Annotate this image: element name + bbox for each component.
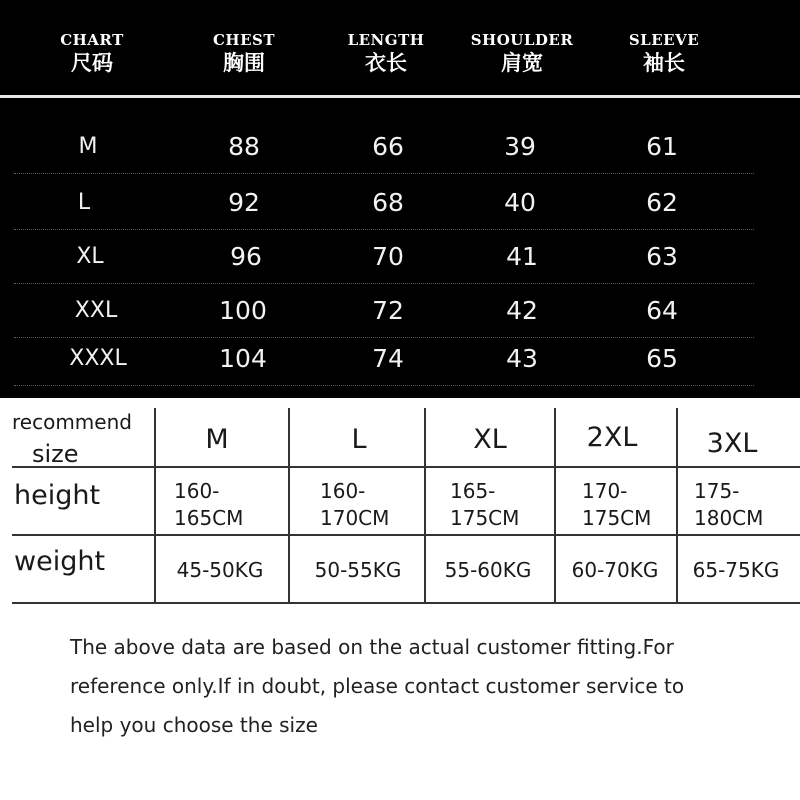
height-3xl <box>694 478 763 532</box>
cell-size: L <box>77 190 91 215</box>
recommend-size-m: M <box>205 424 229 455</box>
weight-xl: 55-60KG <box>444 558 532 582</box>
cell-shoulder: 39 <box>504 132 536 161</box>
cell-size: M <box>78 134 98 159</box>
cell-shoulder: 41 <box>506 242 538 271</box>
cell-length: 74 <box>372 344 404 373</box>
header-sleeve-cn: 袖长 <box>643 51 685 75</box>
header-shoulder <box>452 30 592 76</box>
size-chart-header <box>0 30 800 90</box>
cell-chest: 100 <box>219 296 267 325</box>
cell-sleeve: 64 <box>646 296 678 325</box>
header-chart-cn: 尺码 <box>71 51 113 75</box>
height-m-from: 160- <box>174 479 220 503</box>
cell-shoulder: 40 <box>504 188 536 217</box>
row-divider <box>14 385 754 386</box>
weight-l: 50-55KG <box>314 558 402 582</box>
recommend-row-divider <box>12 534 800 536</box>
cell-chest: 96 <box>230 242 262 271</box>
cell-length: 70 <box>372 242 404 271</box>
header-chart-en: CHART <box>60 31 124 49</box>
cell-sleeve: 62 <box>646 188 678 217</box>
header-sleeve <box>594 30 734 76</box>
header-chest-en: CHEST <box>212 31 276 49</box>
height-3xl-from: 175- <box>694 479 740 503</box>
table-row <box>0 230 800 284</box>
size-chart <box>0 0 800 398</box>
recommend-size-xl: XL <box>473 424 507 455</box>
cell-length: 66 <box>372 132 404 161</box>
cell-chest: 104 <box>219 344 267 373</box>
header-shoulder-en: SHOULDER <box>470 31 574 49</box>
header-length <box>316 30 456 76</box>
cell-length: 68 <box>372 188 404 217</box>
height-2xl-from: 170- <box>582 479 628 503</box>
disclaimer-line: reference only.If in doubt, please contact customer service to <box>70 674 685 698</box>
cell-chest: 88 <box>228 132 260 161</box>
row-divider <box>14 173 754 174</box>
header-sleeve-en: SLEEVE <box>628 31 700 49</box>
header-chest <box>174 30 314 76</box>
recommend-col-divider <box>154 408 156 604</box>
cell-size: XXL <box>74 298 118 323</box>
cell-chest: 92 <box>228 188 260 217</box>
height-m-to: 165CM <box>174 506 244 530</box>
weight-label: weight <box>14 546 106 577</box>
recommend-row-divider <box>12 466 800 468</box>
table-row <box>0 332 800 386</box>
cell-size: XXXL <box>69 346 127 371</box>
disclaimer-line: help you choose the size <box>70 713 318 737</box>
disclaimer-line: The above data are based on the actual customer fitting.For <box>70 635 674 659</box>
height-m <box>174 478 243 532</box>
recommend-size-l: L <box>351 424 367 455</box>
header-divider <box>0 95 800 98</box>
recommend-label: recommend <box>12 410 132 434</box>
cell-sleeve: 61 <box>646 132 678 161</box>
cell-sleeve: 63 <box>646 242 678 271</box>
height-xl-from: 165- <box>450 479 496 503</box>
table-row <box>0 120 800 174</box>
table-row <box>0 176 800 230</box>
cell-size: XL <box>76 244 104 269</box>
cell-shoulder: 42 <box>506 296 538 325</box>
header-chart <box>22 30 162 76</box>
height-2xl-to: 175CM <box>582 506 652 530</box>
recommend-row-divider <box>12 602 800 604</box>
disclaimer-note <box>70 628 770 745</box>
cell-sleeve: 65 <box>646 344 678 373</box>
height-label: height <box>14 480 101 511</box>
size-label: size <box>32 440 79 468</box>
height-l-to: 170CM <box>320 506 390 530</box>
header-shoulder-cn: 肩宽 <box>501 51 543 75</box>
header-length-cn: 衣长 <box>365 51 407 75</box>
recommend-col-divider <box>288 408 290 604</box>
recommend-size-3xl: 3XL <box>706 428 758 459</box>
height-3xl-to: 180CM <box>694 506 764 530</box>
height-2xl <box>582 478 651 532</box>
recommend-table <box>12 408 800 604</box>
header-chest-cn: 胸围 <box>223 51 265 75</box>
height-l <box>320 478 389 532</box>
table-row <box>0 284 800 338</box>
header-length-en: LENGTH <box>347 31 425 49</box>
cell-length: 72 <box>372 296 404 325</box>
height-l-from: 160- <box>320 479 366 503</box>
cell-shoulder: 43 <box>506 344 538 373</box>
height-xl <box>450 478 519 532</box>
weight-m: 45-50KG <box>176 558 264 582</box>
weight-3xl: 65-75KG <box>692 558 780 582</box>
recommend-size-2xl: 2XL <box>586 422 638 453</box>
height-xl-to: 175CM <box>450 506 520 530</box>
weight-2xl: 60-70KG <box>571 558 659 582</box>
